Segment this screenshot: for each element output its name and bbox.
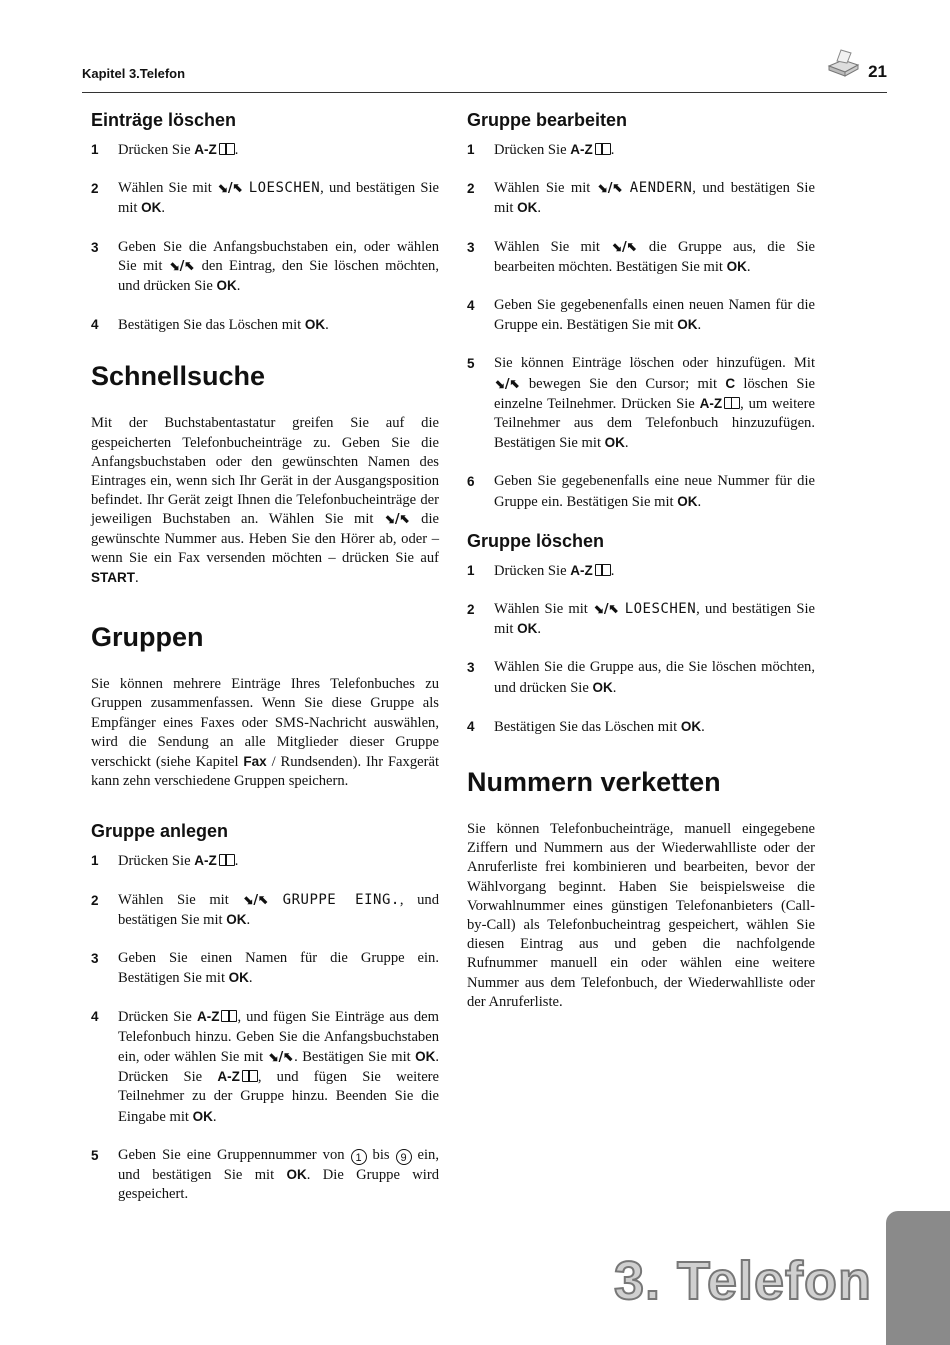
step-number: 1 [91, 853, 99, 869]
step-item: 4 Geben Sie gegebenenfalls einen neuen Namen für die Gruppe ein. Bestätigen Sie mit OK. [467, 297, 815, 334]
az-key: A-Z [194, 853, 235, 868]
step-number: 1 [91, 142, 99, 157]
step-number: 3 [467, 660, 475, 676]
az-key: A-Z [570, 142, 611, 157]
right-column [467, 110, 815, 1046]
step-item: 1 Drücken Sie A-Z . [467, 562, 615, 579]
body-paragraph: Mit der Buchstabentastatur greifen Sie auf die gespeicherten Telefonbucheinträge zu. Geben Sie die Anfangsbuchstaben oder den gewünschten Namen des Eintrages ein, wenn sich Ihr Gerät in der Ausgangsposition befindet. Ihr Gerät zeigt Ihnen die Telefonbucheinträge der jeweiligen Buchstaben an. Wählen Sie mit ⬊/⬉ die gewünschte Nummer aus. Heben Sie den Hörer ab, oder – wenn Sie ein Fax versenden möchten – drücken Sie auf START. [91, 415, 440, 587]
step-number: 5 [467, 356, 475, 372]
step-list [467, 561, 815, 737]
az-key: A-Z [700, 396, 741, 411]
ok-key: OK [192, 1108, 213, 1124]
step-list [467, 140, 815, 512]
step-item: 4 Bestätigen Sie das Löschen mit OK. [91, 317, 329, 334]
ok-key: OK [286, 1166, 307, 1182]
step-item: 3 Geben Sie einen Namen für die Gruppe ein. Bestätigen Sie mit OK. [91, 950, 439, 987]
chapter-tab [886, 1211, 950, 1345]
step-item: 2 Wählen Sie mit ⬊/⬉ AENDERN, und bestätigen Sie mit OK. [467, 180, 815, 217]
step-item: 3 Wählen Sie mit ⬊/⬉ die Gruppe aus, die Sie bearbeiten möchten. Bestätigen Sie mit OK. [467, 238, 815, 275]
navigation-arrows-icon: ⬊/⬉ [596, 181, 624, 197]
step-number: 1 [467, 142, 475, 157]
digit-nine-key: 9 [396, 1149, 412, 1165]
ok-key: OK [141, 200, 162, 216]
ok-key: OK [680, 718, 702, 734]
book-icon [595, 143, 611, 155]
step-text: Drücken Sie [118, 142, 191, 158]
section-heading: Einträge löschen [91, 110, 237, 130]
step-number: 5 [91, 1147, 99, 1163]
step-number: 4 [467, 298, 475, 314]
navigation-arrows-icon: ⬊/⬉ [611, 239, 638, 255]
ok-key: OK [677, 317, 698, 333]
step-item: 2 Wählen Sie mit ⬊/⬉ LOESCHEN, und bestätigen Sie mit OK. [467, 601, 815, 638]
ok-key: OK [726, 258, 747, 274]
step-item: 1 Drücken Sie A-Z . [91, 142, 239, 158]
section-title: Nummern verketten [467, 767, 721, 798]
step-item: 1 Drücken Sie A-Z . [467, 142, 615, 158]
navigation-arrows-icon: ⬊/⬉ [592, 602, 620, 618]
step-list [91, 140, 439, 335]
page-number: 21 [868, 62, 887, 81]
navigation-arrows-icon: ⬊/⬉ [384, 512, 411, 528]
ok-key: OK [216, 278, 237, 294]
start-key: START [91, 570, 135, 586]
az-key: A-Z [194, 142, 235, 157]
ok-key: OK [228, 970, 249, 986]
body-paragraph: Sie können Telefonbucheinträge, manuell eingegebene Ziffern und Nummern aus der Wiederwahlliste oder der Anruferliste frei kombinieren und bearbeiten, bevor der Wählvorgang beginnt. Haben Sie beispielsweise die Vorwahlnummer eines günstigen Telefonanbieters (Call-by-Call) als Telefonbucheintrag gespeichert, wählen Sie diesen Eintrag aus und geben die nachfolgende Rufnummer manuell ein oder wählen eine weitere Nummer aus dem Telefonbuch, der Wiederwahlliste oder der Anruferliste. [467, 821, 815, 1010]
step-number: 4 [91, 317, 99, 333]
navigation-arrows-icon: ⬊/⬉ [216, 181, 244, 197]
step-item: 4 Drücken Sie A-Z , und fügen Sie Einträge aus dem Telefonbuch hinzu. Geben Sie die Anfangsbuchstaben ein, oder wählen Sie mit ⬊/⬉. Bestätigen Sie mit OK. Drücken Sie A-Z , und fügen Sie weitere Teilnehmer zu der Gruppe hinzu. Beenden Sie die Eingabe mit OK. [91, 1009, 440, 1125]
display-text: GRUPPE EING. [282, 891, 400, 908]
book-icon [219, 854, 235, 866]
ok-key: OK [677, 493, 698, 509]
step-item: 3 Geben Sie die Anfangsbuchstaben ein, oder wählen Sie mit ⬊/⬉ den Eintrag, den Sie löschen möchten, und drücken Sie OK. [91, 238, 439, 295]
step-number: 3 [91, 239, 99, 255]
navigation-arrows-icon: ⬊/⬉ [267, 1049, 295, 1065]
step-item: 2 Wählen Sie mit ⬊/⬉ LOESCHEN, und bestätigen Sie mit OK. [91, 180, 439, 217]
step-item: 5 Sie können Einträge löschen oder hinzufügen. Mit ⬊/⬉ bewegen Sie den Cursor; mit C löschen Sie einzelne Teilnehmer. Drücken Sie A-Z , um weitere Teilnehmer aus dem Telefonbuch hinzuzufügen. Bestätigen Sie mit OK. [467, 355, 815, 452]
left-column [91, 110, 439, 1223]
step-item: 1 Drücken Sie A-Z . [91, 853, 239, 870]
page-header [82, 64, 887, 93]
step-number: 3 [91, 951, 99, 967]
c-key: C [725, 375, 736, 391]
section-title: Gruppen [91, 622, 204, 653]
navigation-arrows-icon: ⬊/⬉ [168, 258, 196, 274]
section-heading: Gruppe anlegen [91, 821, 229, 842]
book-icon [221, 1010, 237, 1022]
step-item: 6 Geben Sie gegebenenfalls eine neue Nummer für die Gruppe ein. Bestätigen Sie mit OK. [467, 473, 815, 510]
ok-key: OK [604, 435, 625, 451]
step-number: 2 [91, 892, 99, 908]
display-text: LOESCHEN [248, 180, 321, 197]
step-number: 2 [467, 181, 475, 197]
step-number: 2 [467, 602, 475, 618]
book-icon [724, 397, 740, 409]
step-item: 5 Geben Sie eine Gruppennummer von 1 bis 9 ein, und bestätigen Sie mit OK. Die Gruppe wird gespeichert. [91, 1146, 439, 1203]
book-icon [595, 564, 611, 576]
digit-one-key: 1 [351, 1149, 367, 1165]
ok-key: OK [415, 1048, 436, 1064]
ok-key: OK [304, 317, 326, 333]
ok-key: OK [592, 679, 613, 695]
step-list [91, 851, 439, 1204]
az-key: A-Z [197, 1009, 238, 1024]
step-number: 2 [91, 181, 99, 197]
book-icon [242, 1070, 258, 1082]
section-title: Schnellsuche [91, 361, 266, 392]
step-number: 4 [467, 718, 475, 734]
step-number: 4 [91, 1009, 99, 1025]
book-icon [219, 143, 235, 155]
section-heading: Gruppe löschen [467, 530, 605, 551]
step-item: 2 Wählen Sie mit ⬊/⬉ GRUPPE EING., und bestätigen Sie mit OK. [91, 891, 439, 928]
step-item: 3 Wählen Sie die Gruppe aus, die Sie löschen möchten, und drücken Sie OK. [467, 659, 815, 696]
step-number: 6 [467, 474, 475, 490]
fax-chapter-ref: Fax [243, 754, 267, 770]
ok-key: OK [517, 621, 538, 637]
fax-device-icon [825, 46, 861, 78]
navigation-arrows-icon: ⬊/⬉ [242, 892, 269, 908]
az-key: A-Z [570, 563, 611, 578]
ok-key: OK [226, 911, 247, 927]
step-item: 4 Bestätigen Sie das Löschen mit OK. [467, 718, 705, 735]
step-number: 1 [467, 562, 475, 578]
ok-key: OK [517, 200, 538, 216]
chapter-label: 3. Telefon [613, 1251, 872, 1311]
body-paragraph: Sie können mehrere Einträge Ihres Telefonbuches zu Gruppen zusammenfassen. Wenn Sie diese Gruppe als Empfänger eines Faxes oder SMS-Nachricht auswählen, wird die Sendung an alle Mitglieder dieser Gruppe verschickt (siehe Kapitel Fax / Rundsenden). Ihr Faxgerät kann zehn verschiedene Gruppen speichern. [91, 676, 439, 790]
navigation-arrows-icon: ⬊/⬉ [494, 376, 521, 392]
chapter-title: Kapitel 3.Telefon [82, 66, 186, 81]
display-text: AENDERN [629, 180, 693, 197]
az-key: A-Z [217, 1069, 258, 1084]
display-text: LOESCHEN [624, 601, 697, 618]
step-number: 3 [467, 239, 475, 255]
section-heading: Gruppe bearbeiten [467, 110, 628, 130]
